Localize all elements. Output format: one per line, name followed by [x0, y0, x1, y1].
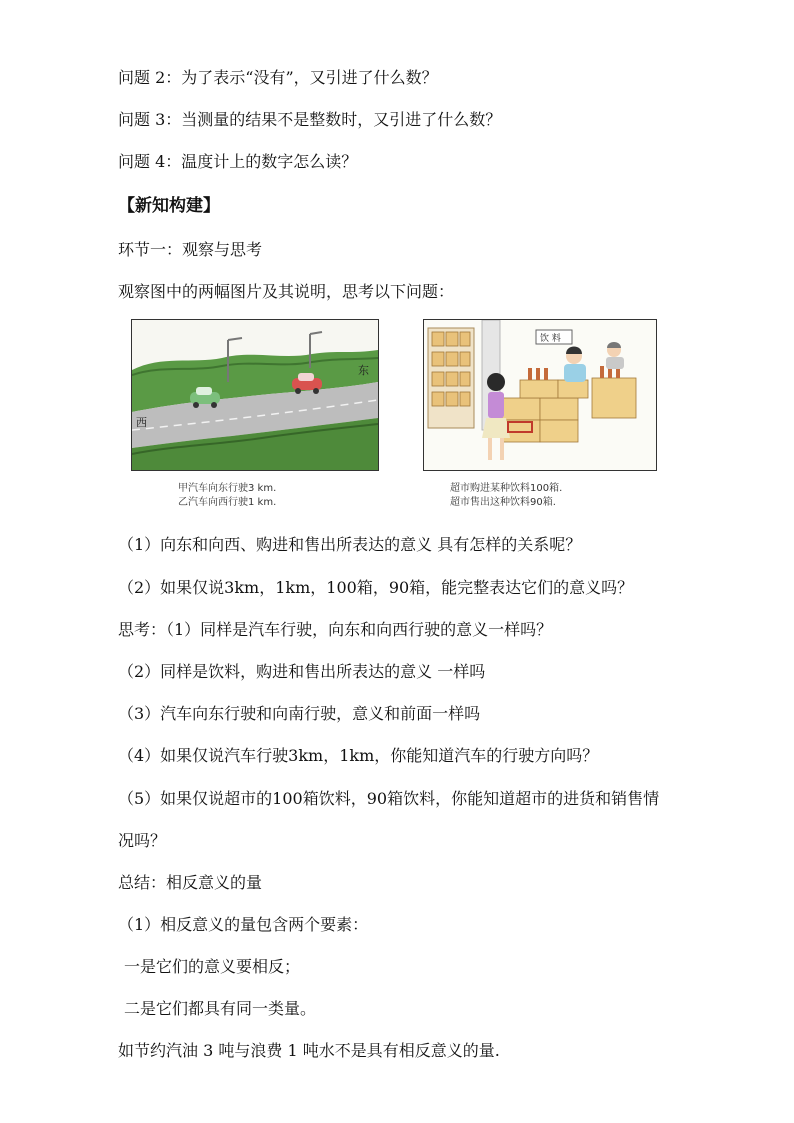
market-figure: [423, 319, 657, 471]
think-1: 思考：（1）同样是汽车行驶，向东和向西行驶的意义一样吗？: [118, 620, 553, 639]
think-3: （3）汽车向东行驶和向南行驶，意义和前面一样吗: [118, 704, 481, 723]
road-caption-1: 甲汽车向东行驶3 km.: [178, 483, 277, 494]
summary-example: 如节约汽油 3 吨与浪费 1 吨水不是具有相反意义的量.: [118, 1041, 500, 1060]
road-illustration: [132, 320, 378, 470]
market-caption-2: 超市售出这种饮料90箱.: [450, 497, 556, 508]
question-2: 问题 2：为了表示“没有”，又引进了什么数？: [118, 68, 438, 87]
road-caption-2: 乙汽车向西行驶1 km.: [178, 497, 277, 508]
question-3: 问题 3：当测量的结果不是整数时，又引进了什么数？: [118, 110, 502, 129]
think-5: （5）如果仅说超市的100箱饮料，90箱饮料，你能知道超市的进货和销售情: [118, 789, 660, 808]
summary-title: 总结：相反意义的量: [118, 873, 263, 892]
summary-point-1: （1）相反意义的量包含两个要素：: [118, 915, 369, 934]
east-label: 东: [358, 364, 369, 377]
observe-question-1: （1）向东和向西、购进和售出所表达的意义 具有怎样的关系呢？: [118, 535, 582, 554]
summary-element-2: 二是它们都具有同一类量。: [124, 999, 317, 1018]
section-title: 【新知构建】: [118, 196, 220, 216]
think-2: （2）同样是饮料，购进和售出所表达的意义 一样吗: [118, 662, 486, 681]
think-4: （4）如果仅说汽车行驶3km，1km，你能知道汽车的行驶方向吗？: [118, 746, 599, 765]
road-figure: [131, 319, 379, 471]
summary-element-1: 一是它们的意义要相反；: [124, 957, 301, 976]
west-label: 西: [136, 416, 147, 429]
market-caption-1: 超市购进某种饮料100箱.: [450, 483, 563, 494]
question-4: 问题 4：温度计上的数字怎么读？: [118, 152, 358, 171]
step-title: 环节一：观察与思考: [118, 240, 263, 259]
drinks-sign: 饮 料: [540, 334, 561, 344]
market-illustration: [424, 320, 656, 470]
observe-question-2: （2）如果仅说3km，1km，100箱，90箱，能完整表达它们的意义吗？: [118, 578, 634, 597]
intro-text: 观察图中的两幅图片及其说明，思考以下问题：: [118, 282, 455, 301]
think-5-continued: 况吗？: [118, 831, 167, 850]
